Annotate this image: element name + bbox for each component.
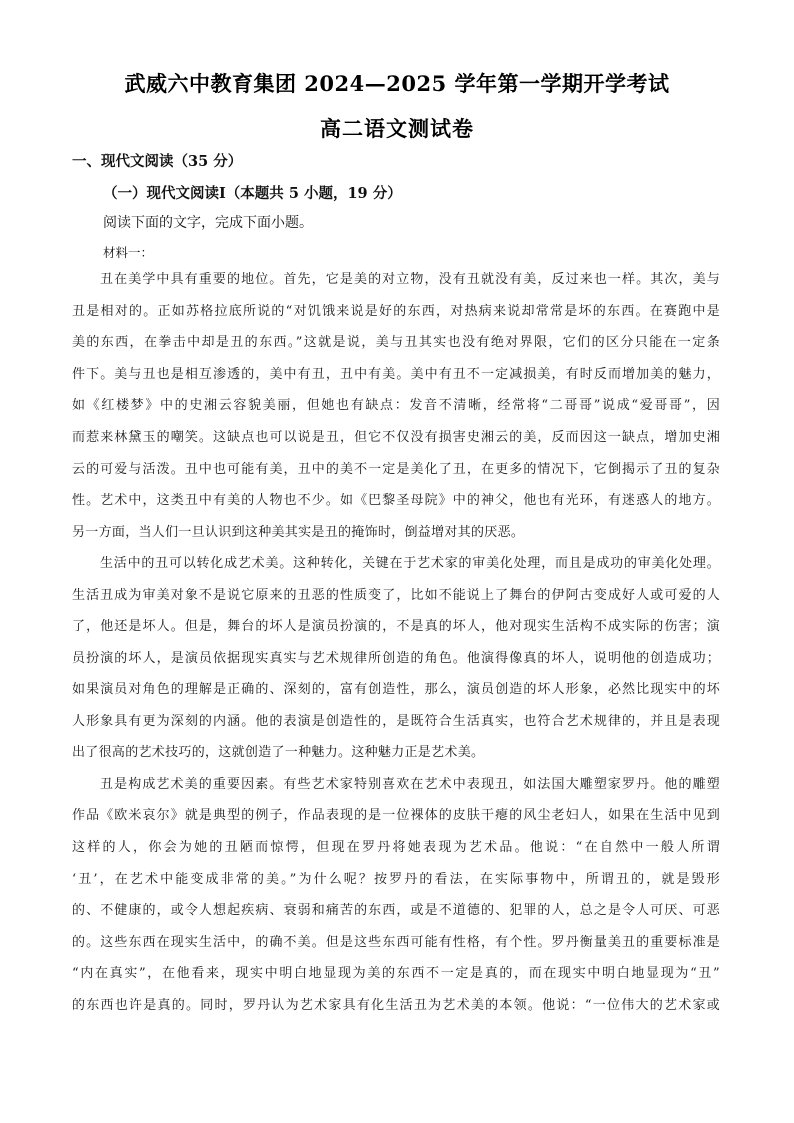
passage-line: 云的可爱与活泼。丑中也可能有美，丑中的美不一定是美化了丑，在更多的情况下，它倒揭示了丑的复杂 xyxy=(72,462,720,477)
passage-line: 丑是构成艺术美的重要因素。有些艺术家特别喜欢在艺术中表现丑，如法国大雕塑家罗丹。他的雕塑 xyxy=(100,777,720,792)
passage-line: 人形象具有更为深刻的内涵。他的表演是创造性的，是既符合生活真实，也符合艺术规律的，并且是表现 xyxy=(72,714,720,729)
passage-line: 的东西也许是真的。同时，罗丹认为艺术家具有化生活丑为艺术美的本领。他说：“一位伟大的艺术家或 xyxy=(72,998,720,1013)
passage-line: 美的东西，在拳击中却是丑的东西。”这就是说，美与丑其实也没有绝对界限，它们的区分只能在一定条 xyxy=(72,335,720,350)
passage-line: 的。这些东西在现实生活中，的确不美。但是这些东西可能有性格，有个性。罗丹衡量美丑的重要标准是 xyxy=(72,935,720,950)
passage-line: ‘丑’，在艺术中能变成非常的美。”为什么呢？按罗丹的看法，在实际事物中，所谓丑的，就是毁形 xyxy=(72,872,720,887)
subsection-heading: （一）现代文阅读Ⅰ（本题共 5 小题，19 分） xyxy=(103,185,402,202)
exam-subtitle: 高二语文测试卷 xyxy=(320,116,474,141)
reading-instruction: 阅读下面的文字，完成下面小题。 xyxy=(103,215,313,231)
passage-line: “内在真实”，在他看来，现实中明白地显现为美的东西不一定是真的，而在现实中明白地显现为“丑” xyxy=(72,966,720,981)
passage-line: 了，他还是坏人。但是，舞台的坏人是演员扮演的，不是真的坏人，他对现实生活构不成实际的伤害；演 xyxy=(72,619,720,634)
passage-line: 性。艺术中，这类丑中有美的人物也不少。如《巴黎圣母院》中的神父，他也有光环，有迷惑人的地方。 xyxy=(72,493,720,508)
passage-line: 丑在美学中具有重要的地位。首先，它是美的对立物，没有丑就没有美，反过来也一样。其次，美与 xyxy=(100,272,720,287)
passage-line: 如《红楼梦》中的史湘云容貌美丽，但她也有缺点：发音不清晰，经常将“二哥哥”说成“爱哥哥”，因 xyxy=(72,398,720,413)
passage-line: 丑是相对的。正如苏格拉底所说的“对饥饿来说是好的东西，对热病来说却常常是坏的东西。在赛跑中是 xyxy=(72,304,720,319)
passage-line: 件下。美与丑也是相互渗透的，美中有丑，丑中有美。美中有丑不一定减损美，有时反而增加美的魅力， xyxy=(72,367,720,382)
material-label: 材料一： xyxy=(103,245,154,260)
passage-line: 员扮演的坏人，是演员依据现实真实与艺术规律所创造的角色。他演得像真的坏人，说明他的创造成功； xyxy=(72,651,720,666)
exam-title: 武威六中教育集团 2024—2025 学年第一学期开学考试 xyxy=(124,71,670,96)
passage-line: 的、不健康的，或令人想起疾病、衰弱和痛苦的东西，或是不道德的、犯罪的人，总之是令人可厌、可恶 xyxy=(72,903,720,918)
passage-line: 生活中的丑可以转化成艺术美。这种转化，关键在于艺术家的审美化处理，而且是成功的审美化处理。 xyxy=(100,556,720,571)
passage-line: 生活丑成为审美对象不是说它原来的丑恶的性质变了，比如不能说上了舞台的伊阿古变成好人或可爱的人 xyxy=(72,588,720,603)
passage-line: 另一方面，当人们一旦认识到这种美其实是丑的掩饰时，倒益增对其的厌恶。 xyxy=(72,525,525,540)
passage-line: 而惹来林黛玉的嘲笑。这缺点也可以说是丑，但它不仅没有损害史湘云的美，反而因这一缺点，增加史湘 xyxy=(72,430,720,445)
passage-line: 如果演员对角色的理解是正确的、深刻的，富有创造性，那么，演员创造的坏人形象，必然比现实中的坏 xyxy=(72,682,720,697)
section-heading: 一、现代文阅读（35 分） xyxy=(72,153,243,170)
passage-line: 出了很高的艺术技巧的，这就创造了一种魅力。这种魅力正是艺术美。 xyxy=(72,745,485,760)
passage-line: 作品《欧米哀尔》就是典型的例子，作品表现的是一位裸体的皮肤干瘪的风尘老妇人，如果在生活中见到 xyxy=(72,808,720,823)
passage-line: 这样的人，你会为她的丑陋而惊愕，但现在罗丹将她表现为艺术品。他说：“在自然中一般人所谓 xyxy=(72,840,720,855)
